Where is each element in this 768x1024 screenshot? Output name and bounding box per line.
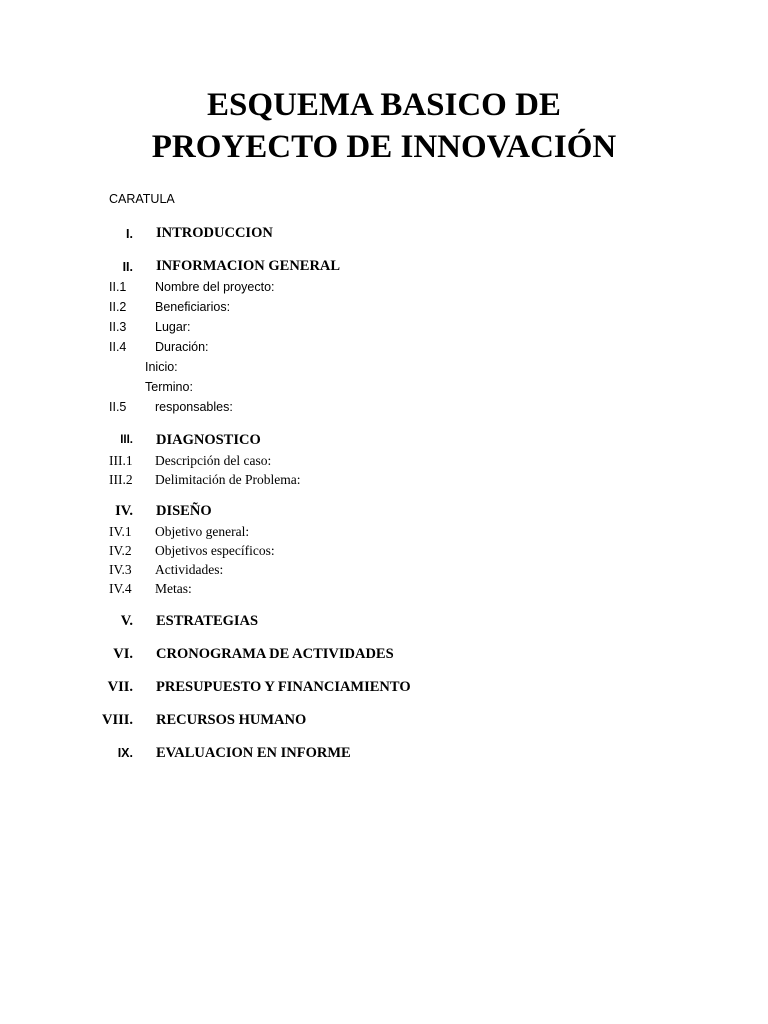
subsection-number: IV.3 — [109, 562, 132, 577]
section-number: V. — [120, 613, 133, 629]
title-line-2: PROYECTO DE INNOVACIÓN — [151, 129, 617, 165]
subsection-label: Descripción del caso: — [155, 453, 272, 468]
subsection-number: III.2 — [109, 472, 133, 487]
subsection-label: Beneficiarios: — [155, 300, 231, 314]
page-title — [0, 84, 768, 168]
section-heading-presupuesto: PRESUPUESTO Y FINANCIAMIENTO — [156, 679, 411, 695]
section-heading-recursos-humano: RECURSOS HUMANO — [156, 712, 307, 728]
subsection-number: II.1 — [109, 280, 127, 294]
subsection-label: Delimitación de Problema: — [155, 472, 301, 487]
section-number: VIII. — [101, 712, 133, 728]
section-heading-introduccion: INTRODUCCION — [156, 225, 273, 241]
section-number: IX. — [117, 746, 133, 760]
subsection-number: III.1 — [109, 453, 133, 468]
subsection-label: Objetivo general: — [155, 524, 250, 539]
section-heading-informacion-general: INFORMACION GENERAL — [156, 258, 341, 274]
subsection-number: IV.1 — [109, 524, 132, 539]
subsection-label: Metas: — [155, 581, 192, 596]
section-number: III. — [120, 434, 133, 446]
section-heading-evaluacion: EVALUACION EN INFORME — [156, 745, 351, 761]
duration-end-label: Termino: — [145, 380, 193, 394]
caratula-label: CARATULA — [109, 192, 175, 206]
subsection-number: II.3 — [109, 320, 127, 334]
section-heading-cronograma: CRONOGRAMA DE ACTIVIDADES — [156, 646, 394, 662]
section-heading-diagnostico: DIAGNOSTICO — [156, 432, 261, 448]
section-number: I. — [126, 227, 133, 241]
subsection-number: II.5 — [109, 400, 127, 414]
subsection-number: II.2 — [109, 300, 127, 314]
subsection-label: responsables: — [155, 400, 233, 414]
subsection-label: Duración: — [155, 340, 209, 354]
subsection-number: II.4 — [109, 340, 127, 354]
subsection-label: Nombre del proyecto: — [155, 280, 275, 294]
duration-start-label: Inicio: — [145, 360, 178, 374]
subsection-label: Objetivos específicos: — [155, 543, 275, 558]
subsection-number: IV.4 — [109, 581, 132, 596]
section-number: VII. — [107, 679, 133, 695]
title-line-1: ESQUEMA BASICO DE — [207, 87, 561, 123]
section-heading-diseno: DISEÑO — [156, 503, 212, 519]
subsection-label: Lugar: — [155, 320, 191, 334]
section-heading-estrategias: ESTRATEGIAS — [156, 613, 259, 629]
section-number: IV. — [115, 503, 133, 519]
section-number: II. — [122, 260, 133, 274]
section-number: VI. — [113, 646, 133, 662]
subsection-number: IV.2 — [109, 543, 132, 558]
subsection-label: Actividades: — [155, 562, 224, 577]
